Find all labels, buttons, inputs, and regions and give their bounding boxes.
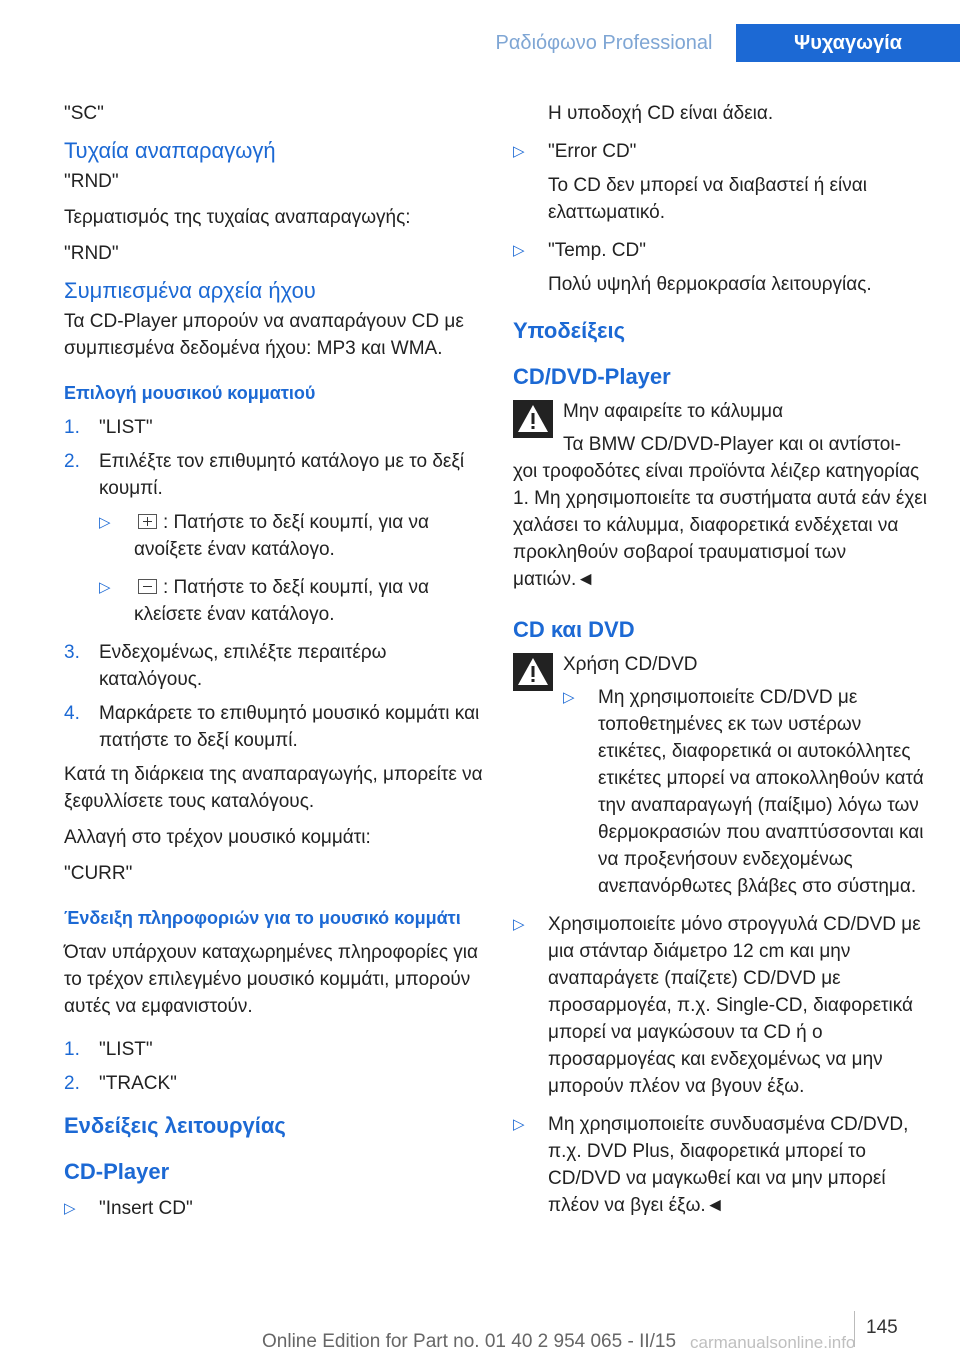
- step-number: 3.: [64, 642, 80, 663]
- triangle-right-icon: ▷: [513, 916, 525, 933]
- watermark: carmanualsonline.info: [690, 1333, 856, 1352]
- step-text: Ενδεχομένως, επιλέξτε περαιτέρω καταλόγους.: [99, 642, 387, 690]
- warning-heading: Χρήση CD/DVD: [563, 654, 698, 675]
- page-footer: [0, 1317, 960, 1355]
- random-heading: Τυχαία αναπαραγωγή: [64, 138, 276, 163]
- cd-player-heading: CD-Player: [64, 1159, 170, 1184]
- curr-label: "CURR": [64, 863, 133, 884]
- triangle-right-icon: ▷: [99, 514, 111, 531]
- sub-bullet-text: : Πατήστε το δεξί κουμπί, για να ανοίξετε έναν κατάλογο.: [134, 512, 429, 560]
- step-item: [64, 639, 484, 693]
- step-item: [64, 1036, 484, 1063]
- chapter-tab: Ψυχαγωγία: [736, 24, 960, 62]
- edition-text: Online Edition for Part no. 01 40 2 954 065 - II/15: [262, 1331, 677, 1352]
- step-item: [64, 1070, 484, 1097]
- step-text: Μαρκάρετε το επιθυμητό μουσικό κομμάτι και πατήστε το δεξί κουμπί.: [99, 703, 480, 751]
- step-number: 2.: [64, 1073, 80, 1094]
- step-number: 4.: [64, 703, 80, 724]
- during-text: Κατά τη διάρκεια της αναπαραγωγής, μπορείτε να ξεφυλλίσετε τους καταλόγους.: [64, 764, 483, 812]
- step-text: "LIST": [99, 417, 153, 438]
- triangle-right-icon: ▷: [513, 242, 525, 259]
- compressed-text: Τα CD-Player μπορούν να αναπαράγουν CD με συμπιεσμένα δεδομένα ήχου: MP3 και WMA.: [64, 311, 464, 359]
- bullet-text: Μη χρησιμοποιείτε CD/DVD με τοποθετημένες εκ των υστέρων ετικέτες, διαφορετικά οι αυτοκόλλητες ετικέτες μπορεί να αποκολληθούν κατά την αναπαραγωγή (παίξιμο) λόγω των θερμοκρασιών που αναπτύσσονται και να προξενήσουν ενδεχομένως ανεπανόρθωτες βλάβες στο σύστημα.: [598, 687, 924, 897]
- step-item: [64, 448, 484, 502]
- plus-box-icon: [138, 514, 157, 529]
- triangle-right-icon: ▷: [513, 143, 525, 160]
- change-text: Αλλαγή στο τρέχον μουσικό κομμάτι:: [64, 827, 371, 848]
- triangle-right-icon: ▷: [99, 579, 111, 596]
- warning-triangle-icon: [513, 651, 563, 911]
- step-item: [64, 700, 484, 754]
- error-label: "Error CD": [548, 141, 637, 162]
- rnd-label-2: "RND": [64, 243, 119, 264]
- step-text: "TRACK": [99, 1073, 177, 1094]
- select-heading: Επιλογή μουσικού κομματιού: [64, 383, 316, 403]
- info-heading: Ένδειξη πληροφοριών για το μουσικό κομμάτι: [64, 908, 461, 928]
- temp-text: Πολύ υψηλή θερμοκρασία λειτουργίας.: [548, 274, 872, 295]
- rnd-label: "RND": [64, 171, 119, 192]
- triangle-right-icon: ▷: [563, 689, 575, 706]
- error-bullet: [513, 138, 927, 226]
- sc-label: "SC": [64, 103, 104, 124]
- left-column: [64, 100, 484, 1233]
- combo-bullet: [513, 1111, 927, 1219]
- warning-text-start: Τα BMW CD/DVD-Player και οι αντίστοι-: [563, 434, 901, 455]
- sub-bullet-open: [99, 509, 484, 563]
- step-number: 2.: [64, 451, 80, 472]
- dvd-player-heading: CD/DVD-Player: [513, 364, 671, 389]
- right-column: [513, 100, 927, 1230]
- bullet-text: "Insert CD": [99, 1198, 193, 1219]
- warning-text: χοι τροφοδότες είναι προϊόντα λέιζερ κατηγορίας 1. Μη χρησιμοποιείτε τα συστήματα αυτά εάν έχει χαλάσει το κάλυμμα, διαφορετικά ενδέχεται να προκληθούν σοβαροί τραυματισμοί των ματιών.◄: [513, 461, 928, 590]
- step-text: Επιλέξτε τον επιθυμητό κατάλογο με το δεξί κουμπί.: [99, 451, 465, 499]
- warning-bullet: [563, 684, 927, 900]
- page-number: 145: [866, 1317, 898, 1338]
- empty-text: Η υποδοχή CD είναι άδεια.: [548, 103, 774, 124]
- bullet-text: Μη χρησιμοποιείτε συνδυασμένα CD/DVD, π.χ. DVD Plus, διαφορετικά μπορεί το CD/DVD να μαγκωθεί και να μην μπορεί πλέον να βγει έξω.◄: [548, 1114, 909, 1216]
- warning-triangle-icon: [513, 398, 563, 458]
- section-header: Ραδιόφωνο Professional: [495, 32, 713, 54]
- step-number: 1.: [64, 417, 80, 438]
- sub-bullet-text: : Πατήστε το δεξί κουμπί, για να κλείσετε έναν κατάλογο.: [134, 577, 429, 625]
- triangle-right-icon: ▷: [64, 1200, 76, 1217]
- warning-cover: [513, 398, 927, 458]
- insert-bullet: [64, 1195, 484, 1222]
- step-item: [64, 414, 484, 441]
- cd-dvd-heading: CD και DVD: [513, 617, 635, 642]
- info-text: Όταν υπάρχουν καταχωρημένες πληροφορίες για το τρέχον επιλεγμένο μουσικό κομμάτι, μπορούν αυτές να εμφανιστούν.: [64, 942, 478, 1017]
- triangle-right-icon: ▷: [513, 1116, 525, 1133]
- minus-box-icon: [138, 579, 157, 594]
- warning-usage: [513, 651, 927, 911]
- temp-label: "Temp. CD": [548, 240, 646, 261]
- step-text: "LIST": [99, 1039, 153, 1060]
- warning-heading: Μην αφαιρείτε το κάλυμμα: [563, 401, 784, 422]
- step-number: 1.: [64, 1039, 80, 1060]
- function-heading: Ενδείξεις λειτουργίας: [64, 1113, 286, 1138]
- compressed-heading: Συμπιεσμένα αρχεία ήχου: [64, 278, 316, 303]
- error-text: Το CD δεν μπορεί να διαβαστεί ή είναι ελαττωματικό.: [548, 175, 867, 223]
- temp-bullet: [513, 237, 927, 298]
- notes-heading: Υποδείξεις: [513, 318, 626, 343]
- sub-bullet-close: [99, 574, 484, 628]
- bullet-text: Χρησιμοποιείτε μόνο στρογγυλά CD/DVD με μια στάνταρ διάμετρο 12 cm και μην αναπαράγετε (παίζετε) CD/DVD με προσαρμογέα, π.χ. Single-CD, διαφορετικά μπορεί να μαγκώσουν τα CD ή ο προσαρμογέας και ενδεχομένως να μην μπορούν πλέον να βγουν έξω.: [548, 914, 921, 1097]
- round-bullet: [513, 911, 927, 1100]
- random-end-text: Τερματισμός της τυχαίας αναπαραγωγής:: [64, 207, 411, 228]
